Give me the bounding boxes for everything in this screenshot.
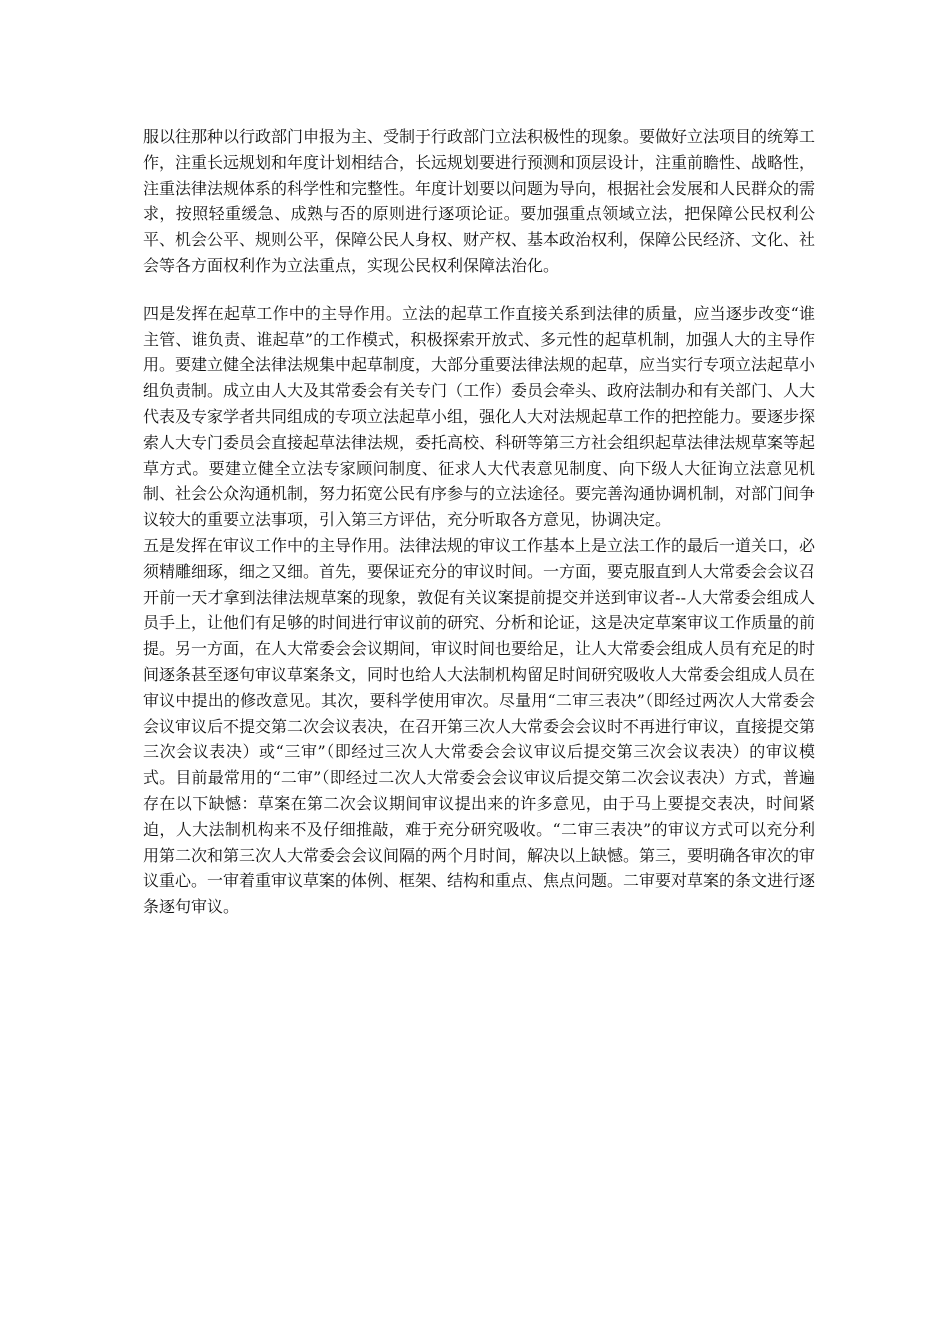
- document-body: [143, 124, 815, 920]
- paragraph-3: 五是发挥在审议工作中的主导作用。法律法规的审议工作基本上是立法工作的最后一道关口，必须精雕细琢，细之又细。首先，要保证充分的审议时间。一方面，要克服直到人大常委会会议召开前一天才拿到法律法规草案的现象，敦促有关议案提前提交并送到审议者--人大常委会组成人员手上，让他们有足够的时间进行审议前的研究、分析和论证，这是决定草案审议工作质量的前提。另一方面，在人大常委会会议期间，审议时间也要给足，让人大常委会组成人员有充足的时间逐条甚至逐句审议草案条文，同时也给人大法制机构留足时间研究吸收人大常委会组成人员在审议中提出的修改意见。其次，要科学使用审次。尽量用“二审三表决”（即经过两次人大常委会会议审议后不提交第二次会议表决，在召开第三次人大常委会会议时不再进行审议，直接提交第三次会议表决）或“三审”（即经过三次人大常委会会议审议后提交第三次会议表决）的审议模式。目前最常用的“二审”（即经过二次人大常委会会议审议后提交第二次会议表决）方式，普遍存在以下缺憾：草案在第二次会议期间审议提出来的许多意见，由于马上要提交表决，时间紧迫，人大法制机构来不及仔细推敲，难于充分研究吸收。“二审三表决”的审议方式可以充分利用第二次和第三次人大常委会会议间隔的两个月时间，解决以上缺憾。第三，要明确各审次的审议重心。一审着重审议草案的体例、框架、结构和重点、焦点问题。二审要对草案的条文进行逐条逐句审议。: [143, 535, 816, 917]
- paragraph-2: 四是发挥在起草工作中的主导作用。立法的起草工作直接关系到法律的质量，应当逐步改变“谁主管、谁负责、谁起草”的工作模式，积极探索开放式、多元性的起草机制，加强人大的主导作用。要建立健全法律法规集中起草制度，大部分重要法律法规的起草，应当实行专项立法起草小组负责制。成立由人大及其常委会有关专门（工作）委员会牵头、政府法制办和有关部门、人大代表及专家学者共同组成的专项立法起草小组，强化人大对法规起草工作的把控能力。要逐步探索人大专门委员会直接起草法律法规，委托高校、科研等第三方社会组织起草法律法规草案等起草方式。要建立健全立法专家顾问制度、征求人大代表意见制度、向下级人大征询立法意见机制、社会公众沟通机制，努力拓宽公民有序参与的立法途径。要完善沟通协调机制，对部门间争议较大的重要立法事项，引入第三方评估，充分听取各方意见，协调决定。: [143, 303, 816, 530]
- paragraph-1: 服以往那种以行政部门申报为主、受制于行政部门立法积极性的现象。要做好立法项目的统筹工作，注重长远规划和年度计划相结合，长远规划要进行预测和顶层设计，注重前瞻性、战略性，注重法律法规体系的科学性和完整性。年度计划要以问题为导向，根据社会发展和人民群众的需求，按照轻重缓急、成熟与否的原则进行逐项论证。要加强重点领域立法，把保障公民权利公平、机会公平、规则公平，保障公民人身权、财产权、基本政治权利，保障公民经济、文化、社会等各方面权利作为立法重点，实现公民权利保障法治化。: [143, 127, 816, 275]
